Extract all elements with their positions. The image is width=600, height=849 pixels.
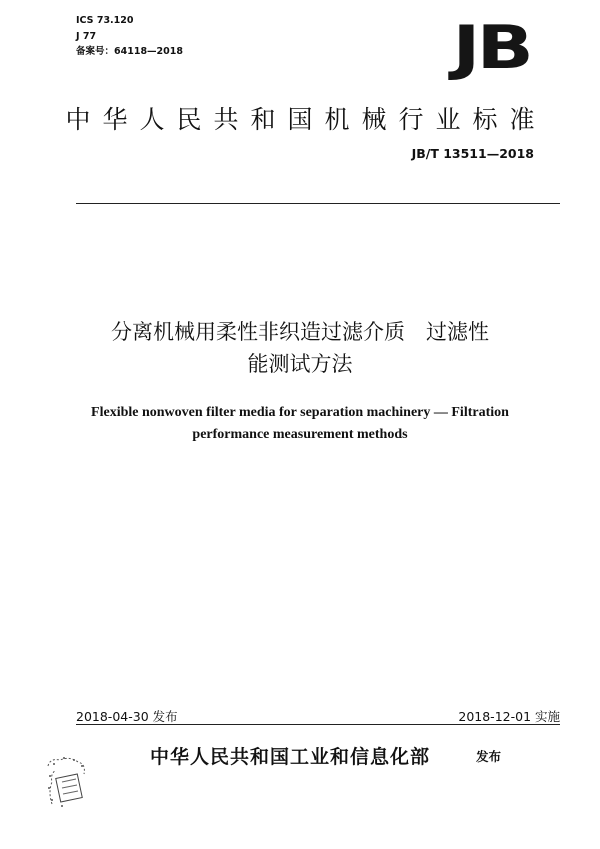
jb-logo: JB	[452, 13, 530, 83]
standard-category: 中华人民共和国机械行业标准	[65, 105, 547, 134]
standard-number: JB/T 13511—2018	[411, 146, 534, 161]
document-title-cn-line2: 能测试方法	[247, 352, 353, 376]
record-number: 备案号：64118—2018	[76, 46, 183, 57]
document-title-en-line2: performance measurement methods	[192, 427, 408, 442]
document-title-en	[0, 402, 600, 446]
header-meta	[76, 13, 183, 60]
implement-date: 2018-12-01 实施	[458, 709, 560, 724]
ics-code: ICS 73.120	[76, 15, 134, 26]
top-divider	[76, 203, 560, 204]
document-title-cn-line1: 分离机械用柔性非织造过滤介质 过滤性	[111, 320, 489, 344]
bottom-divider	[76, 724, 560, 725]
official-seal-icon	[40, 752, 96, 812]
publish-date: 2018-04-30 发布	[76, 709, 178, 724]
issuing-authority: 中华人民共和国工业和信息化部	[150, 746, 431, 768]
issuing-authority-suffix: 发布	[476, 749, 502, 764]
document-title-en-line1: Flexible nonwoven filter media for separation machinery — Filtration	[91, 405, 509, 420]
ccs-code: J 77	[76, 30, 97, 42]
document-title-cn	[0, 316, 600, 380]
